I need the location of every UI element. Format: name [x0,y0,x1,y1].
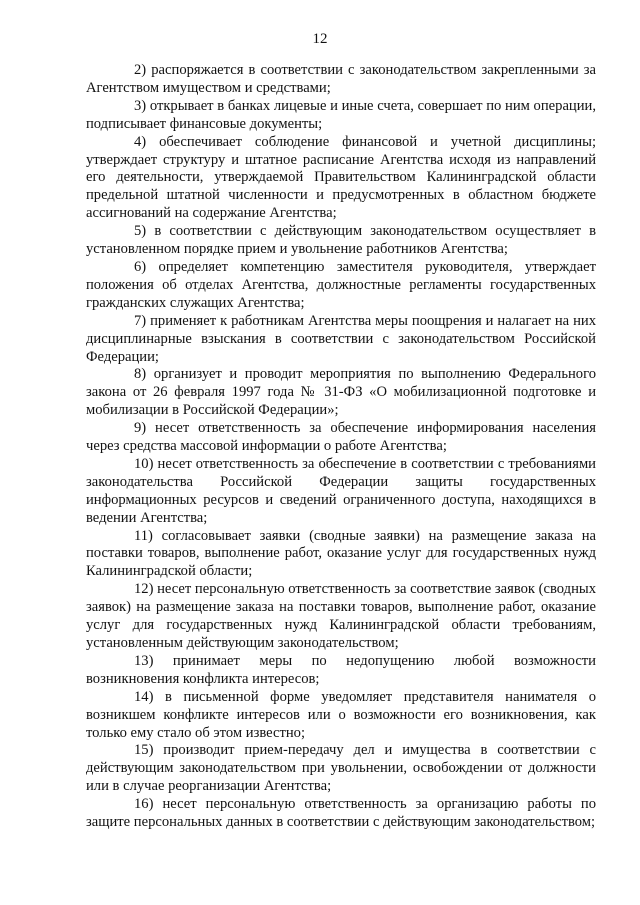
list-item-15: 15) производит прием-передачу дел и имущества в соответствии с действующим законодательством при увольнении, освобождении от должности или в случае реорганизации Агентства; [86,742,596,795]
list-item-8: 8) организует и проводит мероприятия по выполнению Федерального закона от 26 февраля 1997 года № 31-ФЗ «О мобилизационной подготовке и мобилизации в Российской Федерации»; [86,366,596,419]
list-item-5: 5) в соответствии с действующим законодательством осуществляет в установленном порядке прием и увольнение работников Агентства; [86,223,596,258]
page-number: 12 [312,31,328,47]
list-item-16: 16) несет персональную ответственность за организацию работы по защите персональных данных в соответствии с действующим законодательством; [86,796,596,831]
list-item-13: 13) принимает меры по недопущению любой возможности возникновения конфликта интересов; [86,652,596,687]
document-body [86,62,596,832]
list-item-6: 6) определяет компетенцию заместителя руководителя, утверждает положения об отделах Агентства, должностные регламенты государственных гражданских служащих Агентства; [86,258,596,311]
list-item-12: 12) несет персональную ответственность за соответствие заявок (сводных заявок) на размещение заказа на поставки товаров, выполнение работ, оказание услуг для государственных нужд Калининградской области требованиям, установленным действующим законодательством; [86,581,596,651]
list-item-2: 2) распоряжается в соответствии с законодательством закрепленными за Агентством имуществом и средствами; [86,62,596,96]
list-item-14: 14) в письменной форме уведомляет представителя нанимателя о возникшем конфликте интересов или о возможности его возникновения, как только ему стало об этом известно; [86,688,596,741]
list-item-10: 10) несет ответственность за обеспечение в соответствии с требованиями законодательства Российской Федерации защиты государственных информационных ресурсов и сведений ограниченного доступа, находящихся в ведении Агентства; [86,455,596,526]
list-item-7: 7) применяет к работникам Агентства меры поощрения и налагает на них дисциплинарные взыскания в соответствии с законодательством Российской Федерации; [86,312,596,365]
list-item-11: 11) согласовывает заявки (сводные заявки) на размещение заказа на поставки товаров, выполнение работ, оказание услуг для государственных нужд Калининградской области; [86,527,596,580]
list-item-3: 3) открывает в банках лицевые и иные счета, совершает по ним операции, подписывает финансовые документы; [86,97,596,132]
list-item-9: 9) несет ответственность за обеспечение информирования населения через средства массовой информации о работе Агентства; [86,420,596,455]
list-item-4: 4) обеспечивает соблюдение финансовой и учетной дисциплины; утверждает структуру и штатное расписание Агентства исходя из направлений его деятельности, утверждаемой Правительством Калининградской области предельной штатной численности и предусмотренных в областном бюджете ассигнований на содержание Агентства; [86,133,596,222]
